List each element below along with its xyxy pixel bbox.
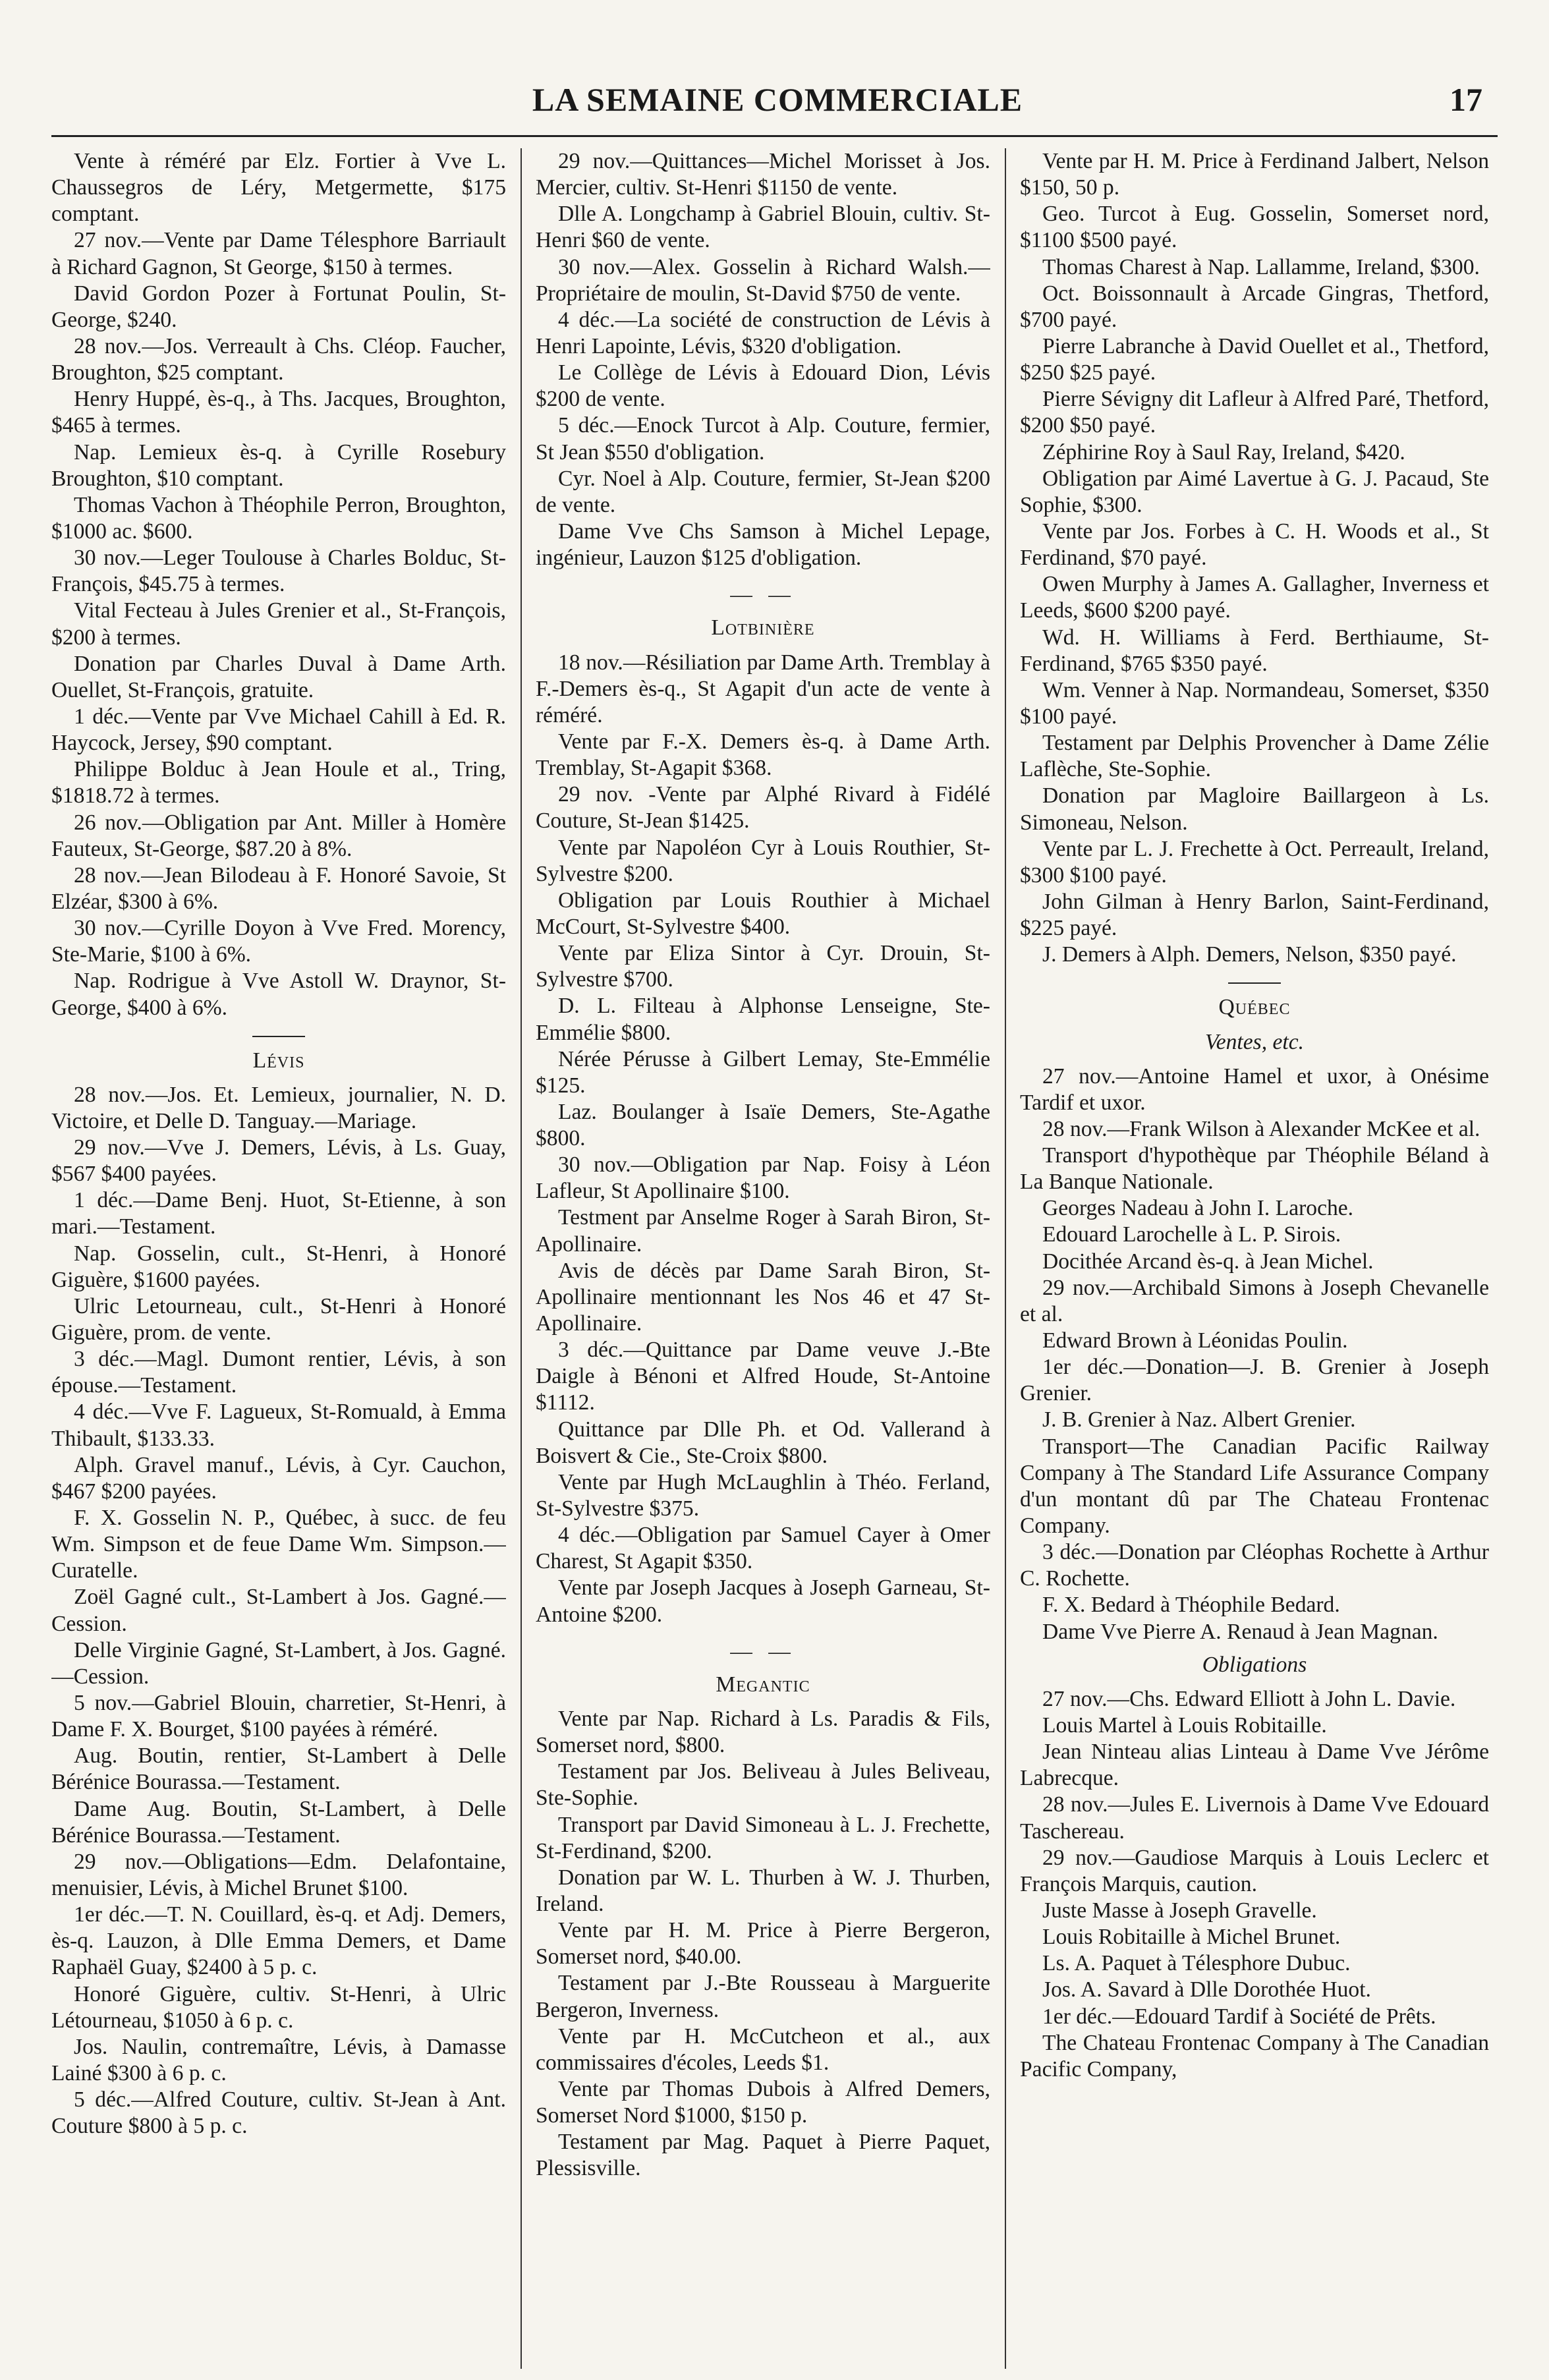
registry-entry: Owen Murphy à James A. Gallagher, Inverness et Leeds, $600 $200 payé.: [1020, 572, 1489, 623]
registry-entry: Obligation par Louis Routhier à Michael McCourt, St-Sylvestre $400.: [536, 888, 990, 939]
registry-entry: 1 déc.—Dame Benj. Huot, St-Etienne, à son mari.—Testament.: [51, 1188, 506, 1239]
registry-entry: Louis Robitaille à Michel Brunet.: [1042, 1925, 1341, 1950]
registry-entry: 30 nov.—Obligation par Nap. Foisy à Léon Lafleur, St Apollinaire $100.: [536, 1152, 990, 1204]
registry-entry: Pierre Labranche à David Ouellet et al., Thetford, $250 $25 payé.: [1020, 333, 1489, 385]
registry-entry: Donation par Charles Duval à Dame Arth. Ouellet, St-François, gratuite.: [51, 651, 506, 702]
section-title: Lévis: [252, 1048, 305, 1073]
registry-entry: Vente par H. McCutcheon et al., aux commissaires d'écoles, Leeds $1.: [536, 2024, 990, 2075]
registry-entry: 5 nov.—Gabriel Blouin, charretier, St-Henri, à Dame F. X. Bourget, $100 payées à réméré.: [51, 1691, 506, 1742]
registry-entry: 27 nov.—Vente par Dame Télesphore Barriault à Richard Gagnon, St George, $150 à termes.: [51, 228, 506, 279]
page-title: LA SEMAINE COMMERCIALE: [532, 81, 1023, 118]
registry-entry: 29 nov.—Quittances—Michel Morisset à Jos. Mercier, cultiv. St-Henri $1150 de vente.: [536, 149, 990, 200]
registry-entry: Jean Ninteau alias Linteau à Dame Vve Jérôme Labrecque.: [1020, 1740, 1489, 1791]
registry-entry: Nérée Pérusse à Gilbert Lemay, Ste-Emmélie $125.: [536, 1046, 990, 1098]
registry-entry: The Chateau Frontenac Company à The Canadian Pacific Company,: [1020, 2030, 1489, 2082]
registry-entry: Vente par H. M. Price à Ferdinand Jalbert, Nelson $150, 50 p.: [1020, 149, 1489, 200]
registry-entry: Ls. A. Paquet à Télesphore Dubuc.: [1042, 1951, 1351, 1976]
registry-entry: Zéphirine Roy à Saul Ray, Ireland, $420.: [1042, 439, 1405, 465]
registry-entry: Nap. Lemieux ès-q. à Cyrille Rosebury Broughton, $10 comptant.: [51, 439, 506, 491]
registry-entry: Honoré Giguère, cultiv. St-Henri, à Ulric Létourneau, $1050 à 6 p. c.: [51, 1981, 506, 2033]
registry-entry: 28 nov.—Jules E. Livernois à Dame Vve Edouard Taschereau.: [1020, 1792, 1489, 1844]
registry-entry: Obligation par Aimé Lavertue à G. J. Pacaud, Ste Sophie, $300.: [1020, 466, 1489, 517]
registry-entry: Vente par Hugh McLaughlin à Théo. Ferland, St-Sylvestre $375.: [536, 1469, 990, 1521]
registry-entry: Thomas Vachon à Théophile Perron, Broughton, $1000 ac. $600.: [51, 492, 506, 544]
section-divider: — —: [730, 1639, 796, 1664]
registry-entry: 1er déc.—T. N. Couillard, ès-q. et Adj. Demers, ès-q. Lauzon, à Dlle Emma Demers, et Dame Raphaël Guay, $2400 à 5 p. c.: [51, 1902, 506, 1980]
registry-entry: Testament par J.-Bte Rousseau à Marguerite Bergeron, Inverness.: [536, 1971, 990, 2022]
registry-entry: Quittance par Dlle Ph. et Od. Vallerand à Boisvert & Cie., Ste-Croix $800.: [536, 1417, 990, 1468]
page-header: [72, 80, 1482, 127]
registry-entry: Le Collège de Lévis à Edouard Dion, Lévis $200 de vente.: [536, 360, 990, 412]
registry-entry: 29 nov. -Vente par Alphé Rivard à Fidélé Couture, St-Jean $1425.: [536, 782, 990, 834]
registry-entry: 27 nov.—Chs. Edward Elliott à John L. Davie.: [1042, 1686, 1456, 1711]
registry-entry: Vente par Thomas Dubois à Alfred Demers, Somerset Nord $1000, $150 p.: [536, 2076, 990, 2128]
registry-entry: Vital Fecteau à Jules Grenier et al., St-François, $200 à termes.: [51, 598, 506, 650]
registry-entry: Aug. Boutin, rentier, St-Lambert à Delle Bérénice Bourassa.—Testament.: [51, 1743, 506, 1795]
column-1: [51, 148, 506, 2369]
registry-entry: Vente à réméré par Elz. Fortier à Vve L. Chaussegros de Léry, Metgermette, $175 comptant.: [51, 149, 506, 227]
registry-entry: 4 déc.—Obligation par Samuel Cayer à Omer Charest, St Agapit $350.: [536, 1523, 990, 1574]
registry-entry: 29 nov.—Gaudiose Marquis à Louis Leclerc et François Marquis, caution.: [1020, 1845, 1489, 1896]
registry-entry: Nap. Gosselin, cult., St-Henri, à Honoré Giguère, $1600 payées.: [51, 1241, 506, 1292]
registry-entry: Vente par Eliza Sintor à Cyr. Drouin, St-Sylvestre $700.: [536, 941, 990, 992]
registry-entry: 30 nov.—Alex. Gosselin à Richard Walsh.—Propriétaire de moulin, St-David $750 de vente.: [536, 254, 990, 306]
registry-entry: 28 nov.—Frank Wilson à Alexander McKee et al.: [1042, 1116, 1480, 1141]
section-title: Megantic: [716, 1672, 810, 1697]
registry-entry: 5 déc.—Enock Turcot à Alp. Couture, fermier, St Jean $550 d'obligation.: [536, 413, 990, 465]
section-divider: [1228, 982, 1281, 984]
registry-entry: 5 déc.—Alfred Couture, cultiv. St-Jean à Ant. Couture $800 à 5 p. c.: [51, 2087, 506, 2139]
registry-entry: 3 déc.—Donation par Cléophas Rochette à Arthur C. Rochette.: [1020, 1540, 1489, 1591]
registry-entry: Geo. Turcot à Eug. Gosselin, Somerset nord, $1100 $500 payé.: [1020, 202, 1489, 253]
column-3: [1020, 148, 1489, 2369]
registry-entry: Transport d'hypothèque par Théophile Béland à La Banque Nationale.: [1020, 1143, 1489, 1195]
registry-entry: Testment par Anselme Roger à Sarah Biron, St-Apollinaire.: [536, 1205, 990, 1257]
registry-entry: Wd. H. Williams à Ferd. Berthiaume, St-Ferdinand, $765 $350 payé.: [1020, 625, 1489, 676]
registry-entry: 1er déc.—Donation—J. B. Grenier à Joseph Grenier.: [1020, 1355, 1489, 1406]
registry-entry: F. X. Gosselin N. P., Québec, à succ. de feu Wm. Simpson et de feue Dame Wm. Simpson.—Curatelle.: [51, 1506, 506, 1583]
registry-entry: 29 nov.—Archibald Simons à Joseph Chevanelle et al.: [1020, 1275, 1489, 1326]
registry-entry: 4 déc.—Vve F. Lagueux, St-Romuald, à Emma Thibault, $133.33.: [51, 1400, 506, 1451]
columns: [51, 148, 1498, 2369]
registry-entry: 30 nov.—Cyrille Doyon à Vve Fred. Morency, Ste-Marie, $100 à 6%.: [51, 916, 506, 967]
header-rule: [51, 135, 1498, 137]
registry-entry: Dlle A. Longchamp à Gabriel Blouin, cultiv. St-Henri $60 de vente.: [536, 202, 990, 253]
registry-entry: Testament par Delphis Provencher à Dame Zélie Laflèche, Ste-Sophie.: [1020, 731, 1489, 782]
registry-entry: Edouard Larochelle à L. P. Sirois.: [1042, 1222, 1341, 1247]
registry-entry: Edward Brown à Léonidas Poulin.: [1042, 1328, 1348, 1353]
section-divider: — —: [730, 582, 796, 608]
registry-entry: 3 déc.—Magl. Dumont rentier, Lévis, à son épouse.—Testament.: [51, 1347, 506, 1398]
registry-entry: Vente par Nap. Richard à Ls. Paradis & Fils, Somerset nord, $800.: [536, 1707, 990, 1758]
registry-entry: Donation par Magloire Baillargeon à Ls. Simoneau, Nelson.: [1020, 783, 1489, 835]
registry-entry: 28 nov.—Jos. Verreault à Chs. Cléop. Faucher, Broughton, $25 comptant.: [51, 333, 506, 385]
section-subheading: Obligations: [1202, 1652, 1307, 1677]
registry-entry: 4 déc.—La société de construction de Lévis à Henri Lapointe, Lévis, $320 d'obligation.: [536, 307, 990, 358]
column-2: [536, 148, 990, 2369]
registry-entry: 1er déc.—Edouard Tardif à Société de Prêts.: [1042, 2004, 1436, 2029]
registry-entry: Philippe Bolduc à Jean Houle et al., Tring, $1818.72 à termes.: [51, 757, 506, 808]
registry-entry: Vente par Jos. Forbes à C. H. Woods et al., St Ferdinand, $70 payé.: [1020, 519, 1489, 571]
registry-entry: Dame Vve Chs Samson à Michel Lepage, ingénieur, Lauzon $125 d'obligation.: [536, 519, 990, 571]
registry-entry: Henry Huppé, ès-q., à Ths. Jacques, Broughton, $465 à termes.: [51, 387, 506, 438]
registry-entry: Transport—The Canadian Pacific Railway Company à The Standard Life Assurance Company d'un montant dû par The Chateau Frontenac Company.: [1020, 1434, 1489, 1539]
section-title: Québec: [1218, 995, 1291, 1020]
registry-entry: 29 nov.—Obligations—Edm. Delafontaine, menuisier, Lévis, à Michel Brunet $100.: [51, 1849, 506, 1900]
registry-entry: Thomas Charest à Nap. Lallamme, Ireland, $300.: [1042, 254, 1480, 279]
registry-entry: Transport par David Simoneau à L. J. Frechette, St-Ferdinand, $200.: [536, 1812, 990, 1863]
registry-entry: Nap. Rodrigue à Vve Astoll W. Draynor, St-George, $400 à 6%.: [51, 969, 506, 1020]
registry-entry: Testament par Mag. Paquet à Pierre Paquet, Plessisville.: [536, 2130, 990, 2181]
column-divider: [1005, 148, 1006, 2369]
registry-entry: Laz. Boulanger à Isaïe Demers, Ste-Agathe $800.: [536, 1099, 990, 1151]
registry-entry: 29 nov.—Vve J. Demers, Lévis, à Ls. Guay, $567 $400 payées.: [51, 1135, 506, 1187]
registry-entry: Jos. Naulin, contremaître, Lévis, à Damasse Lainé $300 à 6 p. c.: [51, 2034, 506, 2085]
registry-entry: Cyr. Noel à Alp. Couture, fermier, St-Jean $200 de vente.: [536, 466, 990, 517]
column-divider: [521, 148, 522, 2369]
registry-entry: 26 nov.—Obligation par Ant. Miller à Homère Fauteux, St-George, $87.20 à 8%.: [51, 810, 506, 861]
registry-entry: Oct. Boissonnault à Arcade Gingras, Thetford, $700 payé.: [1020, 281, 1489, 332]
registry-entry: David Gordon Pozer à Fortunat Poulin, St-George, $240.: [51, 281, 506, 332]
registry-entry: Juste Masse à Joseph Gravelle.: [1042, 1898, 1317, 1923]
registry-entry: Avis de décès par Dame Sarah Biron, St-Apollinaire mentionnant les Nos 46 et 47 St-Apollinaire.: [536, 1258, 990, 1336]
registry-entry: Vente par Napoléon Cyr à Louis Routhier, St-Sylvestre $200.: [536, 835, 990, 886]
page-number: 17: [1450, 81, 1482, 118]
registry-entry: Testament par Jos. Beliveau à Jules Beliveau, Ste-Sophie.: [536, 1759, 990, 1811]
registry-entry: Jos. A. Savard à Dlle Dorothée Huot.: [1042, 1977, 1371, 2002]
section-title: Lotbinière: [711, 615, 815, 640]
registry-entry: 3 déc.—Quittance par Dame veuve J.-Bte Daigle à Bénoni et Alfred Houde, St-Antoine $1112.: [536, 1338, 990, 1415]
registry-entry: John Gilman à Henry Barlon, Saint-Ferdinand, $225 payé.: [1020, 889, 1489, 941]
registry-entry: F. X. Bedard à Théophile Bedard.: [1042, 1593, 1340, 1618]
registry-entry: Zoël Gagné cult., St-Lambert à Jos. Gagné.—Cession.: [51, 1585, 506, 1636]
registry-entry: Ulric Letourneau, cult., St-Henri à Honoré Giguère, prom. de vente.: [51, 1293, 506, 1346]
registry-entry: Vente par Joseph Jacques à Joseph Garneau, St-Antoine $200.: [536, 1575, 990, 1627]
registry-entry: Dame Aug. Boutin, St-Lambert, à Delle Bérénice Bourassa.—Testament.: [51, 1796, 506, 1848]
registry-entry: Delle Virginie Gagné, St-Lambert, à Jos. Gagné.—Cession.: [51, 1637, 506, 1689]
registry-entry: Wm. Venner à Nap. Normandeau, Somerset, $350 $100 payé.: [1020, 677, 1489, 729]
registry-entry: 18 nov.—Résiliation par Dame Arth. Tremblay à F.-Demers ès-q., St Agapit d'un acte de vente à réméré.: [536, 650, 990, 727]
registry-entry: Donation par W. L. Thurben à W. J. Thurben, Ireland.: [536, 1865, 990, 1916]
registry-entry: Vente par F.-X. Demers ès-q. à Dame Arth. Tremblay, St-Agapit $368.: [536, 729, 990, 781]
registry-entry: Alph. Gravel manuf., Lévis, à Cyr. Cauchon, $467 $200 payées.: [51, 1452, 506, 1504]
registry-entry: Docithée Arcand ès-q. à Jean Michel.: [1042, 1249, 1374, 1274]
registry-entry: Dame Vve Pierre A. Renaud à Jean Magnan.: [1042, 1619, 1438, 1644]
registry-entry: J. Demers à Alph. Demers, Nelson, $350 payé.: [1042, 942, 1457, 967]
registry-entry: Louis Martel à Louis Robitaille.: [1042, 1713, 1327, 1738]
registry-entry: Georges Nadeau à John I. Laroche.: [1042, 1196, 1354, 1221]
section-subheading: Ventes, etc.: [1204, 1029, 1305, 1054]
registry-entry: 30 nov.—Leger Toulouse à Charles Bolduc, St-François, $45.75 à termes.: [51, 546, 506, 597]
registry-entry: Vente par L. J. Frechette à Oct. Perreault, Ireland, $300 $100 payé.: [1020, 836, 1489, 888]
registry-entry: 28 nov.—Jean Bilodeau à F. Honoré Savoie, St Elzéar, $300 à 6%.: [51, 863, 506, 914]
registry-entry: Pierre Sévigny dit Lafleur à Alfred Paré, Thetford, $200 $50 payé.: [1020, 387, 1489, 438]
registry-entry: 1 déc.—Vente par Vve Michael Cahill à Ed. R. Haycock, Jersey, $90 comptant.: [51, 704, 506, 756]
registry-entry: J. B. Grenier à Naz. Albert Grenier.: [1042, 1407, 1356, 1432]
section-divider: [252, 1036, 305, 1037]
registry-entry: Vente par H. M. Price à Pierre Bergeron, Somerset nord, $40.00.: [536, 1918, 990, 1969]
registry-entry: 28 nov.—Jos. Et. Lemieux, journalier, N. D. Victoire, et Delle D. Tanguay.—Mariage.: [51, 1082, 506, 1133]
registry-entry: D. L. Filteau à Alphonse Lenseigne, Ste-Emmélie $800.: [536, 994, 990, 1045]
registry-entry: 27 nov.—Antoine Hamel et uxor, à Onésime Tardif et uxor.: [1020, 1063, 1489, 1115]
